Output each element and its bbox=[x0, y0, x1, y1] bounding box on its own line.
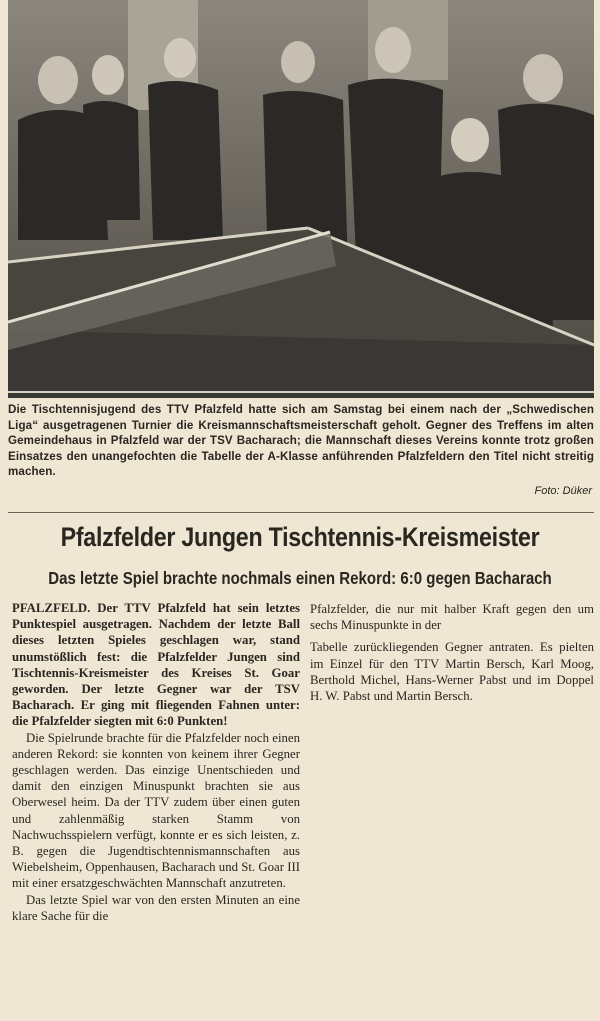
article-paragraph: Pfalzfelder, die nur mit halber Kraft gegen den um sechs Minuspunkte in der bbox=[310, 602, 594, 633]
article-lead: PFALZFELD. Der TTV Pfalzfeld hat sein letztes Punktespiel ausgetragen. Nachdem der letzte Ball dieses letzten Spieles geschlagen war, stand unumstößlich fest: die Pfalzfelder Jungen sind Tischtennis-Kreismeister des Kreises St. Goar geworden. Der letzte Gegner war der TSV Bacharach. Er ging mit fliegenden Fahnen unter: die Pfalzfelder siegten mit 6:0 Punkten! bbox=[12, 601, 300, 729]
divider bbox=[8, 512, 594, 513]
article-subheadline: Das letzte Spiel brachte nochmals einen Rekord: 6:0 gegen Bacharach bbox=[48, 568, 552, 588]
article-headline: Pfalzfelder Jungen Tischtennis-Kreismeister bbox=[60, 522, 540, 552]
article-column-left bbox=[12, 600, 300, 924]
article-paragraph: Das letzte Spiel war von den ersten Minuten an eine klare Sache für die bbox=[12, 892, 300, 923]
article-paragraph: Tabelle zurückliegenden Gegner antraten. Es pielten im Einzel für den TTV Martin Bersch, Karl Moog, Berthold Michel, Hans-Werner Pabst und im Doppel H. W. Pabst und Martin Bersch. bbox=[310, 640, 594, 704]
photo-credit: Foto: Düker bbox=[534, 485, 592, 497]
photo-caption: Die Tischtennisjugend des TTV Pfalzfeld hatte sich am Samstag bei einem nach der „Schwedischen Liga“ ausgetragenen Turnier die Kreismannschaftsmeisterschaft geholt. Gegner des Treffens im alten Gemeindehaus in Pfalzfeld war der TSV Bacharach; die Mannschaft dieses Vereins konnte trotz großen Einsatzes den unangefochten die Tabelle der A-Klasse anführenden Pfalzfeldern den Titel nicht streitig machen. bbox=[8, 403, 594, 479]
table-tennis-team-photo-icon bbox=[8, 0, 594, 398]
article-paragraph: Die Spielrunde brachte für die Pfalzfelder noch einen anderen Rekord: sie konnten von keinem ihrer Gegner geschlagen werden. Das einzige Unentschieden und damit den einzigen Minuspunkt brachten sie aus Oberwesel heim. Da der TTV zudem über einen guten und zahlenmäßig starken Stamm von Nachwuchsspielern verfügt, konnte er es sich leisten, z. B. gegen die Jugendtischtennismannschaften aus Wiebelsheim, Oppenhausen, Bacharach und St. Goar III mit einer ersatzgeschwächten Mannschaft anzutreten. bbox=[12, 730, 300, 891]
team-photo bbox=[8, 0, 594, 398]
article-column-right bbox=[310, 601, 594, 704]
